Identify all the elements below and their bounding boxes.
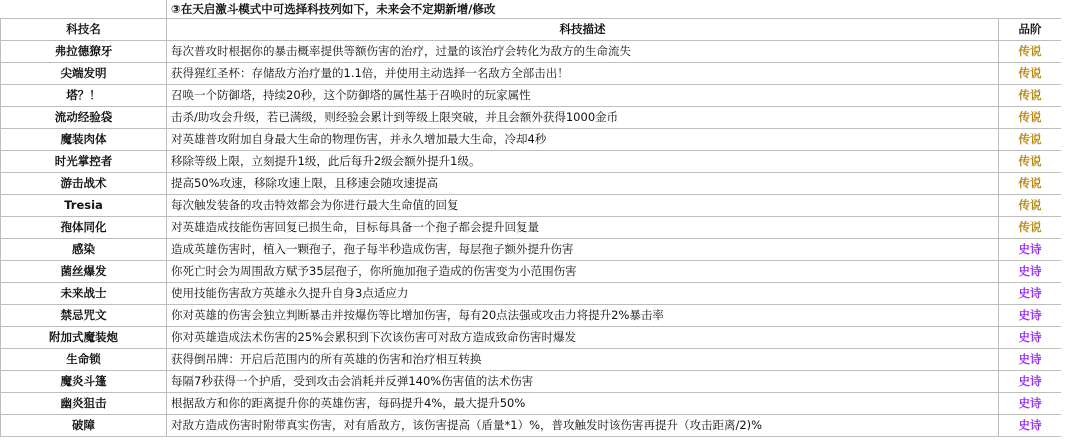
- tech-rank-cell[interactable]: 史诗: [999, 371, 1062, 393]
- tech-name-cell[interactable]: 未来战士: [1, 283, 167, 305]
- table-row: [1, 261, 1062, 283]
- table-row: [1, 415, 1062, 437]
- tech-name-cell[interactable]: 游击战术: [1, 173, 167, 195]
- tech-name-cell[interactable]: 尖端发明: [1, 63, 167, 85]
- table-row: [1, 195, 1062, 217]
- tech-rank-cell[interactable]: 史诗: [999, 261, 1062, 283]
- header-rank: 品阶: [999, 19, 1062, 41]
- table-row: [1, 107, 1062, 129]
- table-row: [1, 371, 1062, 393]
- tech-rank-cell[interactable]: 史诗: [999, 283, 1062, 305]
- table-row: [1, 129, 1062, 151]
- table-row: [1, 349, 1062, 371]
- header-desc: 科技描述: [167, 19, 999, 41]
- tech-desc-cell[interactable]: 每次普攻时根据你的暴击概率提供等额伤害的治疗，过量的该治疗会转化为敌方的生命流失: [167, 41, 999, 63]
- title-row: [1, 0, 1062, 19]
- table-row: [1, 283, 1062, 305]
- tech-desc-cell[interactable]: 对英雄普攻附加自身最大生命的物理伤害，并永久增加最大生命，冷却4秒: [167, 129, 999, 151]
- tech-name-cell[interactable]: 菌丝爆发: [1, 261, 167, 283]
- tech-rank-cell[interactable]: 传说: [999, 85, 1062, 107]
- table-row: [1, 217, 1062, 239]
- tech-rank-cell[interactable]: 传说: [999, 41, 1062, 63]
- tech-name-cell[interactable]: 孢体同化: [1, 217, 167, 239]
- tech-name-cell[interactable]: 魔炎斗篷: [1, 371, 167, 393]
- blank-cell: [1, 0, 167, 19]
- tech-desc-cell[interactable]: 每次触发装备的攻击特效都会为你进行最大生命值的回复: [167, 195, 999, 217]
- tech-rank-cell[interactable]: 传说: [999, 129, 1062, 151]
- tech-desc-cell[interactable]: 对英雄造成技能伤害回复已损生命，目标每具备一个孢子都会提升回复量: [167, 217, 999, 239]
- tech-name-cell[interactable]: 禁忌咒文: [1, 305, 167, 327]
- tech-name-cell[interactable]: 时光掌控者: [1, 151, 167, 173]
- tech-name-cell[interactable]: 附加式魔装炮: [1, 327, 167, 349]
- table-row: [1, 63, 1062, 85]
- header-row: [1, 19, 1062, 41]
- tech-rank-cell[interactable]: 传说: [999, 63, 1062, 85]
- tech-desc-cell[interactable]: 你对英雄造成法术伤害的25%会累积到下次该伤害可对敌方造成致命伤害时爆发: [167, 327, 999, 349]
- tech-name-cell[interactable]: 魔装肉体: [1, 129, 167, 151]
- tech-rank-cell[interactable]: 史诗: [999, 415, 1062, 437]
- tech-rank-cell[interactable]: 传说: [999, 173, 1062, 195]
- tech-desc-cell[interactable]: 击杀/助攻会升级，若已满级，则经验会累计到等级上限突破，并且会额外获得1000金币: [167, 107, 999, 129]
- tech-rank-cell[interactable]: 史诗: [999, 327, 1062, 349]
- sheet-title: ③在天启激斗模式中可选择科技列如下，未来会不定期新增/修改: [167, 0, 1062, 19]
- tech-rank-cell[interactable]: 史诗: [999, 239, 1062, 261]
- tech-desc-cell[interactable]: 你死亡时会为周围敌方赋予35层孢子，你所施加孢子造成的伤害变为小范围伤害: [167, 261, 999, 283]
- tech-rank-cell[interactable]: 史诗: [999, 305, 1062, 327]
- tech-name-cell[interactable]: 感染: [1, 239, 167, 261]
- tech-name-cell[interactable]: Tresia: [1, 195, 167, 217]
- tech-desc-cell[interactable]: 召唤一个防御塔，持续20秒，这个防御塔的属性基于召唤时的玩家属性: [167, 85, 999, 107]
- tech-rank-cell[interactable]: 传说: [999, 195, 1062, 217]
- tech-name-cell[interactable]: 生命锁: [1, 349, 167, 371]
- table-row: [1, 85, 1062, 107]
- tech-desc-cell[interactable]: 移除等级上限，立刻提升1级，此后每升2级会额外提升1级。: [167, 151, 999, 173]
- tech-desc-cell[interactable]: 根据敌方和你的距离提升你的英雄伤害，每码提升4%，最大提升50%: [167, 393, 999, 415]
- tech-desc-cell[interactable]: 你对英雄的伤害会独立判断暴击并按爆伤等比增加伤害，每有20点法强或攻击力将提升2%暴击率: [167, 305, 999, 327]
- tech-rank-cell[interactable]: 传说: [999, 217, 1062, 239]
- right-gutter: [1061, 0, 1080, 447]
- tech-desc-cell[interactable]: 每隔7秒获得一个护盾，受到攻击会消耗并反弹140%伤害值的法术伤害: [167, 371, 999, 393]
- table-row: [1, 41, 1062, 63]
- tech-rank-cell[interactable]: 传说: [999, 151, 1062, 173]
- tech-rank-cell[interactable]: 史诗: [999, 349, 1062, 371]
- header-name: 科技名: [1, 19, 167, 41]
- tech-desc-cell[interactable]: 造成英雄伤害时，植入一颗孢子，孢子每半秒造成伤害，每层孢子额外提升伤害: [167, 239, 999, 261]
- table-row: [1, 239, 1062, 261]
- tech-desc-cell[interactable]: 使用技能伤害敌方英雄永久提升自身3点适应力: [167, 283, 999, 305]
- tech-name-cell[interactable]: 破障: [1, 415, 167, 437]
- table-row: [1, 173, 1062, 195]
- tech-rank-cell[interactable]: 传说: [999, 107, 1062, 129]
- table-row: [1, 305, 1062, 327]
- tech-rank-cell[interactable]: 史诗: [999, 393, 1062, 415]
- tech-name-cell[interactable]: 幽炎狙击: [1, 393, 167, 415]
- table-row: [1, 151, 1062, 173]
- tech-name-cell[interactable]: 塔？！: [1, 85, 167, 107]
- tech-name-cell[interactable]: 弗拉德獠牙: [1, 41, 167, 63]
- tech-desc-cell[interactable]: 获得倒吊牌：开启后范围内的所有英雄的伤害和治疗相互转换: [167, 349, 999, 371]
- table-row: [1, 327, 1062, 349]
- tech-desc-cell[interactable]: 对敌方造成伤害时附带真实伤害，对有盾敌方，该伤害提高（盾量*1）%，普攻触发时该伤害再提升（攻击距离/2)%: [167, 415, 999, 437]
- tech-desc-cell[interactable]: 获得猩红圣杯：存储敌方治疗量的1.1倍，并使用主动选择一名敌方全部击出！: [167, 63, 999, 85]
- tech-desc-cell[interactable]: 提高50%攻速，移除攻速上限，且移速会随攻速提高: [167, 173, 999, 195]
- tech-name-cell[interactable]: 流动经验袋: [1, 107, 167, 129]
- table-row: [1, 393, 1062, 415]
